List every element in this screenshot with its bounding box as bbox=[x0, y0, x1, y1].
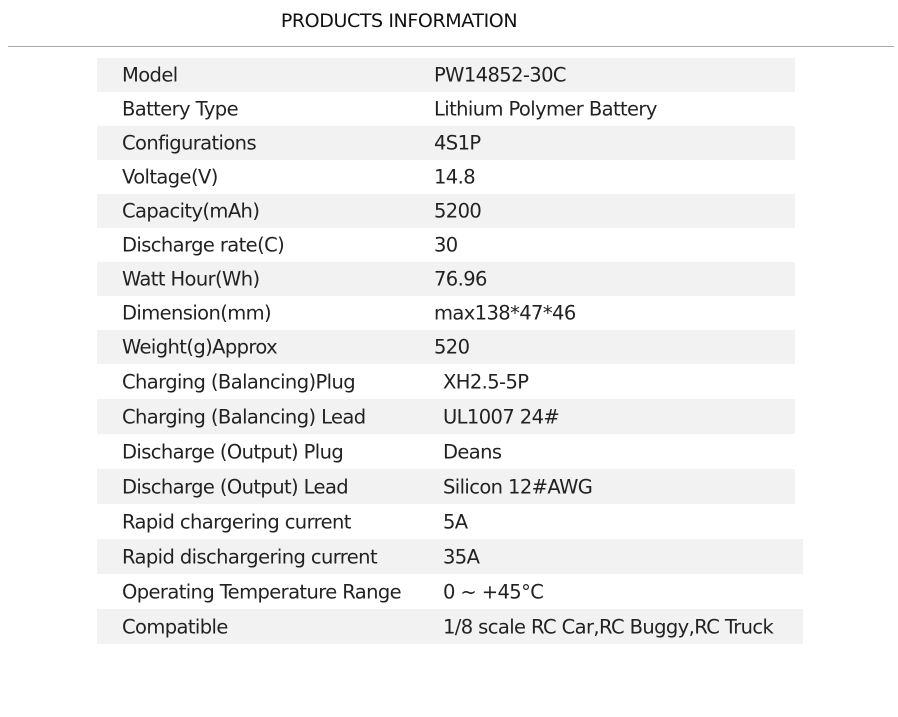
spec-row-watt-hour bbox=[97, 262, 795, 296]
spec-label: Compatible bbox=[122, 614, 228, 638]
spec-label: Rapid chargering current bbox=[122, 509, 351, 533]
spec-label: Discharge (Output) Lead bbox=[122, 474, 349, 498]
spec-row-charge-current bbox=[97, 504, 803, 539]
spec-value: Deans bbox=[443, 439, 502, 463]
spec-label: Discharge (Output) Plug bbox=[122, 439, 344, 463]
spec-label: Model bbox=[122, 63, 178, 87]
spec-value: 30 bbox=[434, 233, 458, 257]
spec-label: Configurations bbox=[122, 131, 257, 155]
spec-value: XH2.5-5P bbox=[443, 369, 529, 393]
spec-row-discharge-rate bbox=[97, 228, 795, 262]
spec-value: 5200 bbox=[434, 199, 482, 223]
spec-value: 4S1P bbox=[434, 131, 481, 155]
spec-label: Capacity(mAh) bbox=[122, 199, 260, 223]
spec-row-dimension bbox=[97, 296, 795, 330]
spec-row-temperature-range bbox=[97, 574, 803, 609]
spec-value: PW14852-30C bbox=[434, 63, 566, 87]
spec-label: Dimension(mm) bbox=[122, 301, 272, 325]
spec-label: Battery Type bbox=[122, 97, 238, 121]
spec-row-output-lead bbox=[97, 469, 795, 504]
spec-value: 76.96 bbox=[434, 267, 487, 291]
spec-row-voltage bbox=[97, 160, 795, 194]
spec-row-discharge-current bbox=[97, 539, 803, 574]
spec-row-compatible bbox=[97, 609, 803, 644]
spec-label: Voltage(V) bbox=[122, 165, 218, 189]
specs-table bbox=[97, 58, 803, 644]
spec-value: 5A bbox=[443, 509, 468, 533]
title-divider bbox=[8, 46, 894, 47]
spec-row-battery-type bbox=[97, 92, 795, 126]
page-title: PRODUCTS INFORMATION bbox=[280, 10, 518, 32]
spec-value: max138*47*46 bbox=[434, 301, 576, 325]
spec-value: Lithium Polymer Battery bbox=[434, 97, 657, 121]
spec-value: 520 bbox=[434, 335, 470, 359]
spec-label: Discharge rate(C) bbox=[122, 233, 285, 257]
spec-row-balancing-lead bbox=[97, 399, 795, 434]
spec-label: Rapid dischargering current bbox=[122, 544, 377, 568]
spec-label: Charging (Balancing)Plug bbox=[122, 369, 355, 393]
spec-label: Weight(g)Approx bbox=[122, 335, 278, 359]
spec-value: UL1007 24# bbox=[443, 404, 560, 428]
spec-row-balancing-plug bbox=[97, 364, 795, 399]
spec-row-output-plug bbox=[97, 434, 795, 469]
spec-value: 14.8 bbox=[434, 165, 476, 189]
spec-row-weight bbox=[97, 330, 795, 364]
spec-label: Watt Hour(Wh) bbox=[122, 267, 260, 291]
spec-row-model bbox=[97, 58, 795, 92]
spec-row-capacity bbox=[97, 194, 795, 228]
spec-label: Charging (Balancing) Lead bbox=[122, 404, 366, 428]
spec-row-configurations bbox=[97, 126, 795, 160]
spec-label: Operating Temperature Range bbox=[122, 579, 402, 603]
spec-value: 0 ~ +45°C bbox=[443, 579, 544, 603]
spec-value: 1/8 scale RC Car,RC Buggy,RC Truck bbox=[443, 614, 774, 638]
spec-value: 35A bbox=[443, 544, 480, 568]
spec-value: Silicon 12#AWG bbox=[443, 474, 593, 498]
